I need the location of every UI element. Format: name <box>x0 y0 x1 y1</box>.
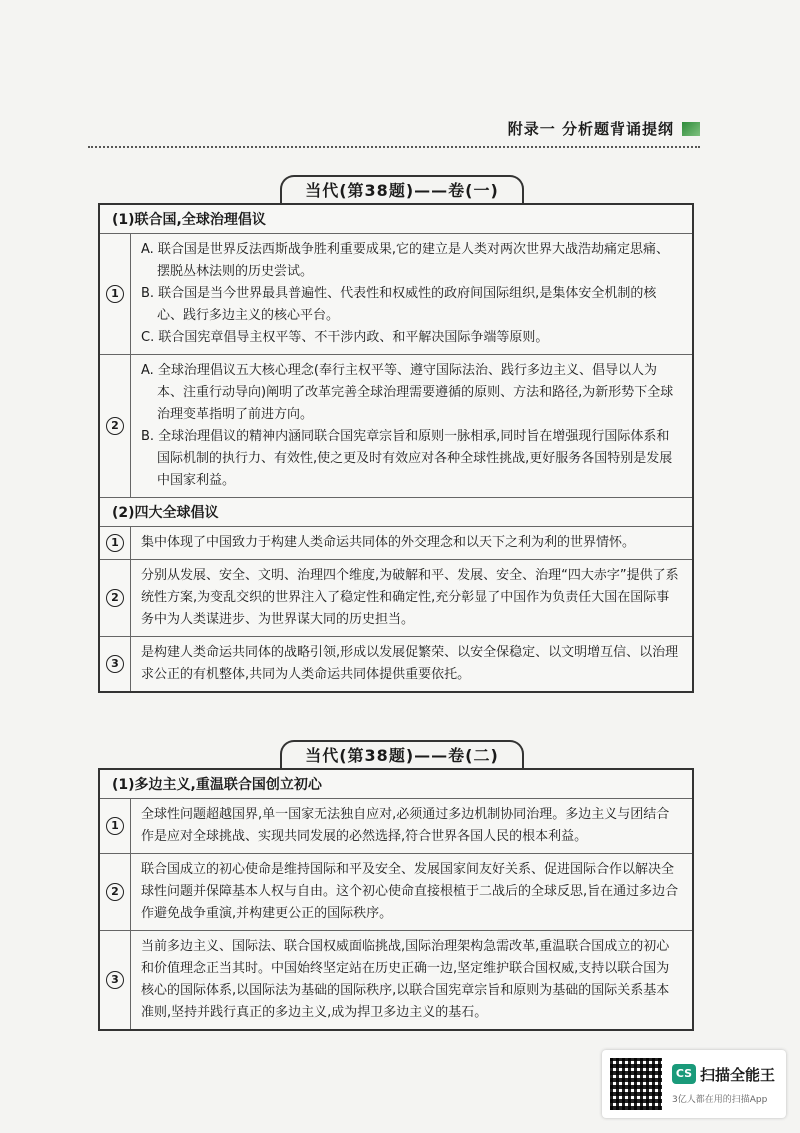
watermark-subtitle: 3亿人都在用的扫描App <box>672 1095 768 1105</box>
table-row <box>100 636 692 691</box>
scanner-watermark <box>602 1050 786 1118</box>
list-item: C. 联合国宪章倡导主权平等、不干涉内政、和平解决国际争端等原则。 <box>141 330 549 345</box>
camscanner-logo-icon: CS <box>672 1064 696 1084</box>
page-header <box>508 118 700 139</box>
group-heading: (2)四大全球倡议 <box>100 497 692 526</box>
circled-number: 3 <box>106 655 124 673</box>
list-item: 分别从发展、安全、文明、治理四个维度,为破解和平、发展、安全、治理“四大赤字”提供了系统性方案,为变乱交织的世界注入了稳定性和确定性,充分彰显了中国作为负责任大国在国际事务中为人类谋进步、为世界谋大同的历史担当。 <box>141 568 679 627</box>
header-title: 附录一 分析题背诵提纲 <box>507 120 674 138</box>
group-heading: (1)联合国,全球治理倡议 <box>112 212 266 228</box>
list-item: A. 全球治理倡议五大核心理念(奉行主权平等、遵守国际法治、践行多边主义、倡导以人为本、注重行动导向)阐明了改革完善全球治理需要遵循的原则、方法和路径,为新形势下全球治理变革指明了前进方向。 <box>141 363 674 422</box>
circled-number: 3 <box>106 971 124 989</box>
table-row <box>100 233 692 354</box>
table-row <box>100 930 692 1029</box>
list-item: 全球性问题超越国界,单一国家无法独自应对,必须通过多边机制协同治理。多边主义与团结合作是应对全球挑战、实现共同发展的必然选择,符合世界各国人民的根本利益。 <box>141 807 670 844</box>
group-heading: (1)多边主义,重温联合国创立初心 <box>112 777 322 793</box>
section-title: 当代(第38题)——卷(一) <box>280 175 524 205</box>
section-title: 当代(第38题)——卷(二) <box>280 740 524 770</box>
circled-number: 1 <box>106 285 124 303</box>
table-row <box>100 354 692 497</box>
list-item: B. 联合国是当今世界最具普遍性、代表性和权威性的政府间国际组织,是集体安全机制的核心、践行多边主义的核心平台。 <box>141 286 657 323</box>
list-item: B. 全球治理倡议的精神内涵同联合国宪章宗旨和原则一脉相承,同时旨在增强现行国际体系和国际机制的执行力、有效性,使之更及时有效应对各种全球性挑战,更好服务各国特别是发展中国家利益。 <box>141 429 673 488</box>
table-row <box>100 798 692 853</box>
table-row <box>100 559 692 636</box>
list-item: A. 联合国是世界反法西斯战争胜利重要成果,它的建立是人类对两次世界大战浩劫痛定思痛、摆脱丛林法则的历史尝试。 <box>141 242 670 279</box>
circled-number: 2 <box>106 417 124 435</box>
qr-code-icon <box>610 1058 662 1110</box>
circled-number: 1 <box>106 534 124 552</box>
table-row <box>100 526 692 559</box>
list-item: 当前多边主义、国际法、联合国权威面临挑战,国际治理架构急需改革,重温联合国成立的初心和价值理念正当其时。中国始终坚定站在历史正确一边,坚定维护联合国权威,支持以联合国为核心的国际体系,以国际法为基础的国际秩序,以联合国宪章宗旨和原则为基础的国际关系基本准则,坚持并践行真正的多边主义,成为捍卫多边主义的基石。 <box>141 939 670 1020</box>
section-box-1 <box>98 203 694 693</box>
circled-number: 1 <box>106 817 124 835</box>
circled-number: 2 <box>106 589 124 607</box>
table-row <box>100 853 692 930</box>
list-item: 是构建人类命运共同体的战略引领,形成以发展促繁荣、以安全保稳定、以文明增互信、以治理求公正的有机整体,共同为人类命运共同体提供重要依托。 <box>141 645 679 682</box>
header-divider <box>88 146 700 148</box>
section-box-2 <box>98 768 694 1031</box>
circled-number: 2 <box>106 883 124 901</box>
list-item: 联合国成立的初心使命是维持国际和平及安全、发展国家间友好关系、促进国际合作以解决全球性问题并保障基本人权与自由。这个初心使命直接根植于二战后的全球反思,旨在通过多边合作避免战争重演,并构建更公正的国际秩序。 <box>141 862 679 921</box>
list-item: 集中体现了中国致力于构建人类命运共同体的外交理念和以天下之利为利的世界情怀。 <box>141 535 636 550</box>
bookmark-icon <box>682 122 700 136</box>
watermark-name: 扫描全能王 <box>700 1066 776 1084</box>
